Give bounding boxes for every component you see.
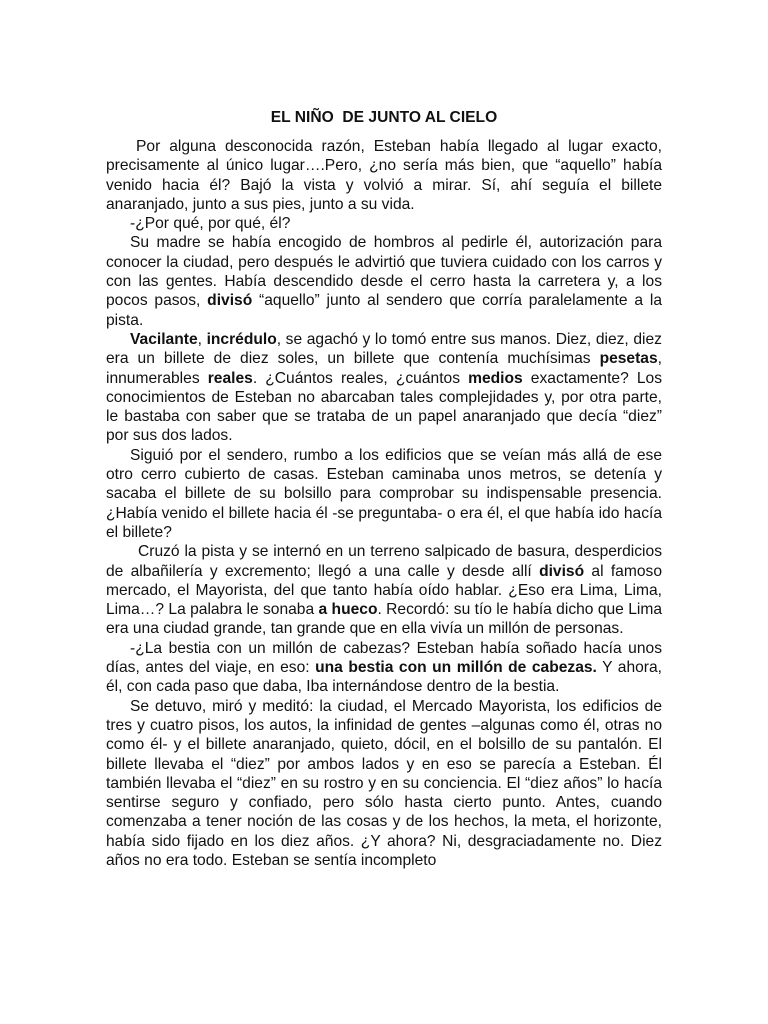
text-run: , bbox=[197, 330, 207, 348]
text-run: . ¿Cuántos reales, ¿cuántos bbox=[252, 369, 469, 387]
text-run: , innumerables bbox=[106, 350, 662, 387]
bold-text: reales bbox=[207, 369, 253, 387]
text-run: -¿Por qué, por qué, él? bbox=[130, 215, 291, 233]
paragraph bbox=[106, 214, 662, 233]
paragraph bbox=[106, 330, 662, 446]
paragraph bbox=[106, 697, 662, 871]
bold-text: incrédulo bbox=[206, 330, 277, 348]
text-run: Siguió por el sendero, rumbo a los edificios que se veían más allá de ese otro cerro cubierto de casas. Esteban caminaba unos metros, se detenía y sacaba el billete de su bolsillo para comprobar su indispensable presencia. ¿Había venido el billete hacia él -se preguntaba- o era él, el que había ido hacía el billete? bbox=[106, 446, 662, 541]
text-run: , se agachó y lo tomó entre sus manos. Diez, diez, diez era un billete de diez soles, un billete que contenía muchísimas bbox=[106, 330, 662, 368]
bold-text: divisó bbox=[207, 292, 253, 310]
text-run: Cruzó la pista y se internó en un terreno salpicado de basura, desperdicios de albañilería y excremento; llegó a una calle y desde allí bbox=[106, 543, 662, 580]
bold-text: una bestia con un millón de cabezas. bbox=[315, 659, 597, 677]
text-run: Por alguna desconocida razón, Esteban había llegado al lugar exacto, precisamente al único lugar….Pero, ¿no sería más bien, que “aquello” había venido hacia él? Bajó la vista y volvió a mirar. Sí, ahí seguía el billete anaranjado, junto a sus pies, junto a su vida. bbox=[106, 138, 662, 213]
bold-text: medios bbox=[468, 369, 523, 387]
paragraph bbox=[106, 639, 662, 697]
text-run: “aquello” junto al sendero que corría paralelamente a la pista. bbox=[106, 292, 662, 329]
document-title: EL NIÑO DE JUNTO AL CIELO bbox=[270, 109, 498, 126]
bold-text: pesetas bbox=[599, 350, 658, 368]
paragraph bbox=[106, 137, 662, 214]
text-run: exactamente? Los conocimientos de Esteban no abarcaban tales complejidades y, por otra parte, le bastaba con saber que se trataba de un papel anaranjado que decía “diez” por sus dos lados. bbox=[106, 369, 663, 445]
bold-text: a hueco bbox=[318, 601, 378, 619]
story-body bbox=[106, 137, 662, 870]
bold-text: divisó bbox=[539, 562, 585, 580]
bold-text: Vacilante bbox=[130, 330, 198, 348]
text-run: -¿La bestia con un millón de cabezas? Esteban había soñado hacía unos días, antes del viaje, en eso: bbox=[106, 639, 662, 677]
paragraph bbox=[106, 446, 662, 542]
text-run: Su madre se había encogido de hombros al pedirle él, autorización para conocer la ciudad, pero después le advirtió que tuviera cuidado con los carros y con las gentes. Había descendido desde el cerro hasta la carretera y, a los pocos pasos, bbox=[106, 234, 662, 310]
text-run: al famoso mercado, el Mayorista, del que tanto había oído hablar. ¿Eso era Lima, Lima, Lima…? La palabra le sonaba bbox=[106, 562, 662, 619]
paragraph bbox=[106, 542, 662, 638]
text-run: . Recordó: su tío le había dicho que Lima era una ciudad grande, tan grande que en ella vivía un millón de personas. bbox=[106, 601, 662, 638]
text-run: Se detuvo, miró y meditó: la ciudad, el Mercado Mayorista, los edificios de tres y cuatro pisos, los autos, la infinidad de gentes –algunas como él, otras no como él- y el billete anaranjado, quieto, dócil, en el bolsillo de su pantalón. El billete llevaba el “diez” por ambos lados y en eso se parecía a Esteban. Él también llevaba el “diez” en su rostro y en su conciencia. El “diez años” lo hacía sentirse seguro y confiado, pero sólo hasta cierto punto. Antes, cuando comenzaba a tener noción de las cosas y de los hechos, la meta, el horizonte, había sido fijado en los diez años. ¿Y ahora? Ni, desgraciadamente no. Diez años no era todo. Esteban se sentía incompleto bbox=[106, 697, 662, 869]
paragraph bbox=[106, 233, 662, 329]
text-run: Y ahora, él, con cada paso que daba, Iba internándose dentro de la bestia. bbox=[106, 659, 662, 696]
